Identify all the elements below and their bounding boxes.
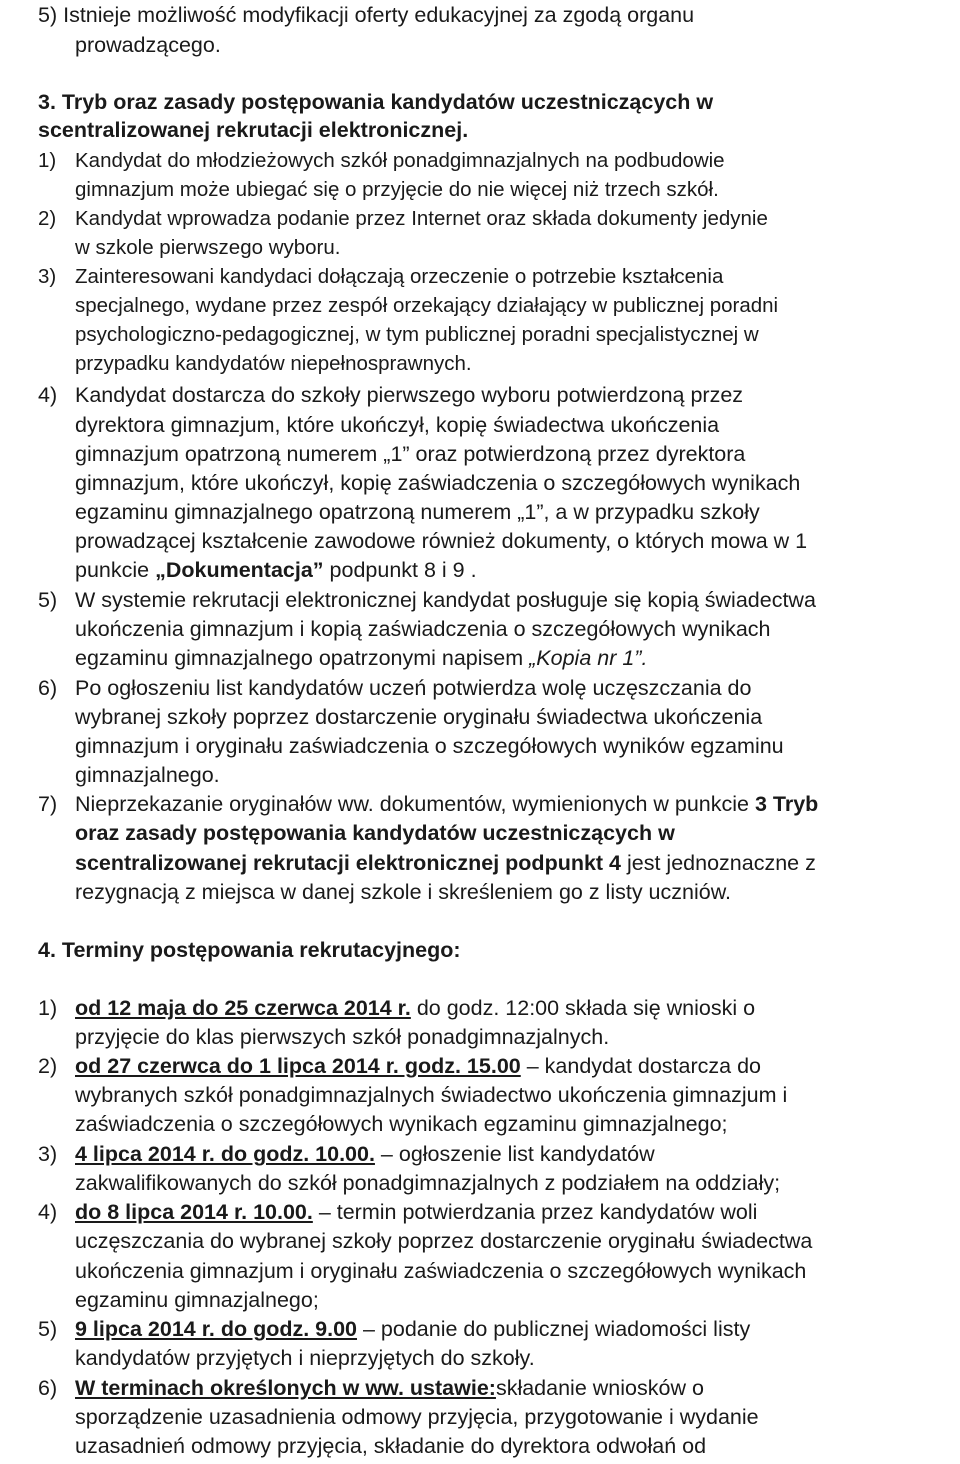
s3-item4-text7a: punkcie bbox=[75, 558, 156, 582]
s3-item2-line2: w szkole pierwszego wyboru. bbox=[75, 236, 341, 259]
s3-item4-line7 bbox=[75, 555, 477, 585]
s4-item5-line1 bbox=[38, 1314, 750, 1344]
s3-item6-line2: wybranej szkoły poprzez dostarczenie oryginału świadectwa ukończenia bbox=[75, 705, 763, 729]
s3-item7-number: 7) bbox=[38, 792, 58, 816]
s3-item7-line2: oraz zasady postępowania kandydatów uczestniczących w bbox=[75, 821, 675, 845]
s4-item6-line2: sporządzenie uzasadnienia odmowy przyjęcia, przygotowanie i wydanie bbox=[75, 1405, 759, 1429]
s3-item2-line1 bbox=[38, 204, 768, 234]
s3-item4-text7c: podpunkt 8 i 9 . bbox=[323, 558, 477, 582]
s4-item6-line3: uzasadnień odmowy przyjęcia, składanie do dyrektora odwołań od bbox=[75, 1434, 707, 1458]
s3-item6-text1: Po ogłoszeniu list kandydatów uczeń potwierdza wolę uczęszczania do bbox=[75, 676, 752, 700]
s4-item3-text1: – ogłoszenie list kandydatów bbox=[374, 1142, 655, 1166]
s3-item5-line2: ukończenia gimnazjum i kopią zaświadczenia o szczegółowych wynikach bbox=[75, 617, 771, 641]
s4-item5-number: 5) bbox=[38, 1317, 58, 1341]
s4-item4-line2: uczęszczania do wybranej szkoły poprzez dostarczenie oryginału świadectwa bbox=[75, 1229, 813, 1253]
s3-item1-number: 1) bbox=[38, 149, 57, 172]
s3-item4-line1 bbox=[38, 380, 743, 410]
s4-item6-term: W terminach określonych w ww. ustawie: bbox=[75, 1376, 496, 1400]
s3-item4-line3: gimnazjum opatrzoną numerem „1” oraz potwierdzoną przez dyrektora bbox=[75, 442, 746, 466]
s3-item5-line3 bbox=[75, 643, 647, 673]
s4-item1-date: od 12 maja do 25 czerwca 2014 r. bbox=[75, 996, 411, 1020]
s4-item1-line2: przyjęcie do klas pierwszych szkół ponadgimnazjalnych. bbox=[75, 1025, 610, 1049]
s4-item3-number: 3) bbox=[38, 1142, 58, 1166]
s4-item5-text1: – podanie do publicznej wiadomości listy bbox=[357, 1317, 751, 1341]
s4-item4-number: 4) bbox=[38, 1200, 58, 1224]
section3-heading-line2: scentralizowanej rekrutacji elektronicznej. bbox=[38, 118, 469, 142]
s3-item6-line1 bbox=[38, 673, 751, 703]
s3-item2-number: 2) bbox=[38, 207, 57, 230]
s3-item5-line1 bbox=[38, 585, 816, 615]
s4-item3-date: 4 lipca 2014 r. do godz. 10.00. bbox=[75, 1142, 375, 1166]
s3-item6-line3: gimnazjum i oryginału zaświadczenia o szczegółowych wyników egzaminu bbox=[75, 734, 784, 758]
s3-item4-text1: Kandydat dostarcza do szkoły pierwszego wyboru potwierdzoną przez bbox=[75, 383, 744, 407]
s3-item7-text1b: 3 Tryb bbox=[754, 792, 819, 816]
s3-item2-text1: Kandydat wprowadza podanie przez Internet oraz składa dokumenty jedynie bbox=[75, 207, 768, 230]
s4-item2-text1: – kandydat dostarcza do bbox=[520, 1054, 761, 1078]
item5-line2: prowadzącego. bbox=[75, 33, 221, 57]
s4-item3-line2: zakwalifikowanych do szkół ponadgimnazjalnych z podziałem na oddziały; bbox=[75, 1171, 781, 1195]
s4-item2-line3: zaświadczenia o szczegółowych wynikach egzaminu gimnazjalnego; bbox=[75, 1112, 728, 1136]
s3-item4-line6: prowadzącej kształcenie zawodowe również dokumenty, o których mowa w 1 bbox=[75, 529, 808, 553]
s4-item6-number: 6) bbox=[38, 1376, 58, 1400]
kopia-label: „Kopia nr 1”. bbox=[529, 646, 648, 670]
s4-item4-line1 bbox=[38, 1197, 757, 1227]
s4-item1-line1 bbox=[38, 993, 755, 1023]
s3-item6-line4: gimnazjalnego. bbox=[75, 763, 220, 787]
s3-item7-text1a: Nieprzekazanie oryginałów ww. dokumentów, wymienionych w punkcie bbox=[75, 792, 755, 816]
section4-heading: 4. Terminy postępowania rekrutacyjnego: bbox=[38, 938, 461, 962]
s3-item3-line4: przypadku kandydatów niepełnosprawnych. bbox=[75, 352, 472, 375]
s4-item4-text1: – termin potwierdzania przez kandydatów woli bbox=[312, 1200, 758, 1224]
s4-item4-date: do 8 lipca 2014 r. 10.00. bbox=[75, 1200, 313, 1224]
s3-item1-line2: gimnazjum może ubiegać się o przyjęcie do nie więcej niż trzech szkół. bbox=[75, 178, 719, 201]
s4-item4-line4: egzaminu gimnazjalnego; bbox=[75, 1288, 319, 1312]
s3-item5-number: 5) bbox=[38, 588, 58, 612]
s4-item6-text1: składanie wniosków o bbox=[495, 1376, 704, 1400]
s4-item2-line2: wybranych szkół ponadgimnazjalnych świadectwo ukończenia gimnazjum i bbox=[75, 1083, 788, 1107]
s3-item7-text3b: jest jednoznaczne z bbox=[621, 851, 816, 875]
s3-item5-text3a: egzaminu gimnazjalnego opatrzonymi napisem bbox=[75, 646, 530, 670]
s4-item3-line1 bbox=[38, 1139, 655, 1169]
s3-item3-line2: specjalnego, wydane przez zespół orzekający działający w publicznej poradni bbox=[75, 294, 779, 317]
s3-item7-line1 bbox=[38, 789, 818, 819]
s3-item4-line2: dyrektora gimnazjum, które ukończył, kopię świadectwa ukończenia bbox=[75, 413, 720, 437]
s4-item1-text1: do godz. 12:00 składa się wnioski o bbox=[410, 996, 756, 1020]
s3-item3-number: 3) bbox=[38, 265, 57, 288]
s4-item2-date: od 27 czerwca do 1 lipca 2014 r. godz. 15.00 bbox=[75, 1054, 521, 1078]
s3-item7-text3a: scentralizowanej rekrutacji elektronicznej podpunkt 4 bbox=[75, 851, 622, 875]
item5-line1: 5) Istnieje możliwość modyfikacji oferty edukacyjnej za zgodą organu bbox=[38, 3, 695, 27]
s4-item4-line3: ukończenia gimnazjum i oryginału zaświadczenia o szczegółowych wynikach bbox=[75, 1259, 807, 1283]
s3-item7-line3 bbox=[75, 848, 816, 878]
s3-item6-number: 6) bbox=[38, 676, 58, 700]
s4-item5-line2: kandydatów przyjętych i nieprzyjętych do szkoły. bbox=[75, 1346, 535, 1370]
s3-item4-line4: gimnazjum, które ukończył, kopię zaświadczenia o szczegółowych wynikach bbox=[75, 471, 801, 495]
section3-heading-line1: 3. Tryb oraz zasady postępowania kandydatów uczestniczących w bbox=[38, 90, 714, 114]
s3-item5-text1: W systemie rekrutacji elektronicznej kandydat posługuje się kopią świadectwa bbox=[75, 588, 816, 612]
s3-item4-line5: egzaminu gimnazjalnego opatrzoną numerem „1”, a w przypadku szkoły bbox=[75, 500, 760, 524]
s3-item3-line3: psychologiczno-pedagogicznej, w tym publicznej poradni specjalistycznej w bbox=[75, 323, 759, 346]
s3-item1-line1 bbox=[38, 146, 725, 176]
s4-item5-date: 9 lipca 2014 r. do godz. 9.00 bbox=[75, 1317, 358, 1341]
s3-item3-line1 bbox=[38, 262, 723, 292]
dokumentacja-reference: „Dokumentacja” bbox=[155, 558, 324, 582]
s4-item1-number: 1) bbox=[38, 996, 58, 1020]
s3-item3-text1: Zainteresowani kandydaci dołączają orzeczenie o potrzebie kształcenia bbox=[75, 265, 724, 288]
s3-item1-text1: Kandydat do młodzieżowych szkół ponadgimnazjalnych na podbudowie bbox=[75, 149, 725, 172]
s3-item7-line4: rezygnacją z miejsca w danej szkole i skreśleniem go z listy uczniów. bbox=[75, 880, 732, 904]
s4-item2-number: 2) bbox=[38, 1054, 58, 1078]
s4-item2-line1 bbox=[38, 1051, 761, 1081]
s3-item4-number: 4) bbox=[38, 383, 58, 407]
s4-item6-line1 bbox=[38, 1373, 704, 1403]
